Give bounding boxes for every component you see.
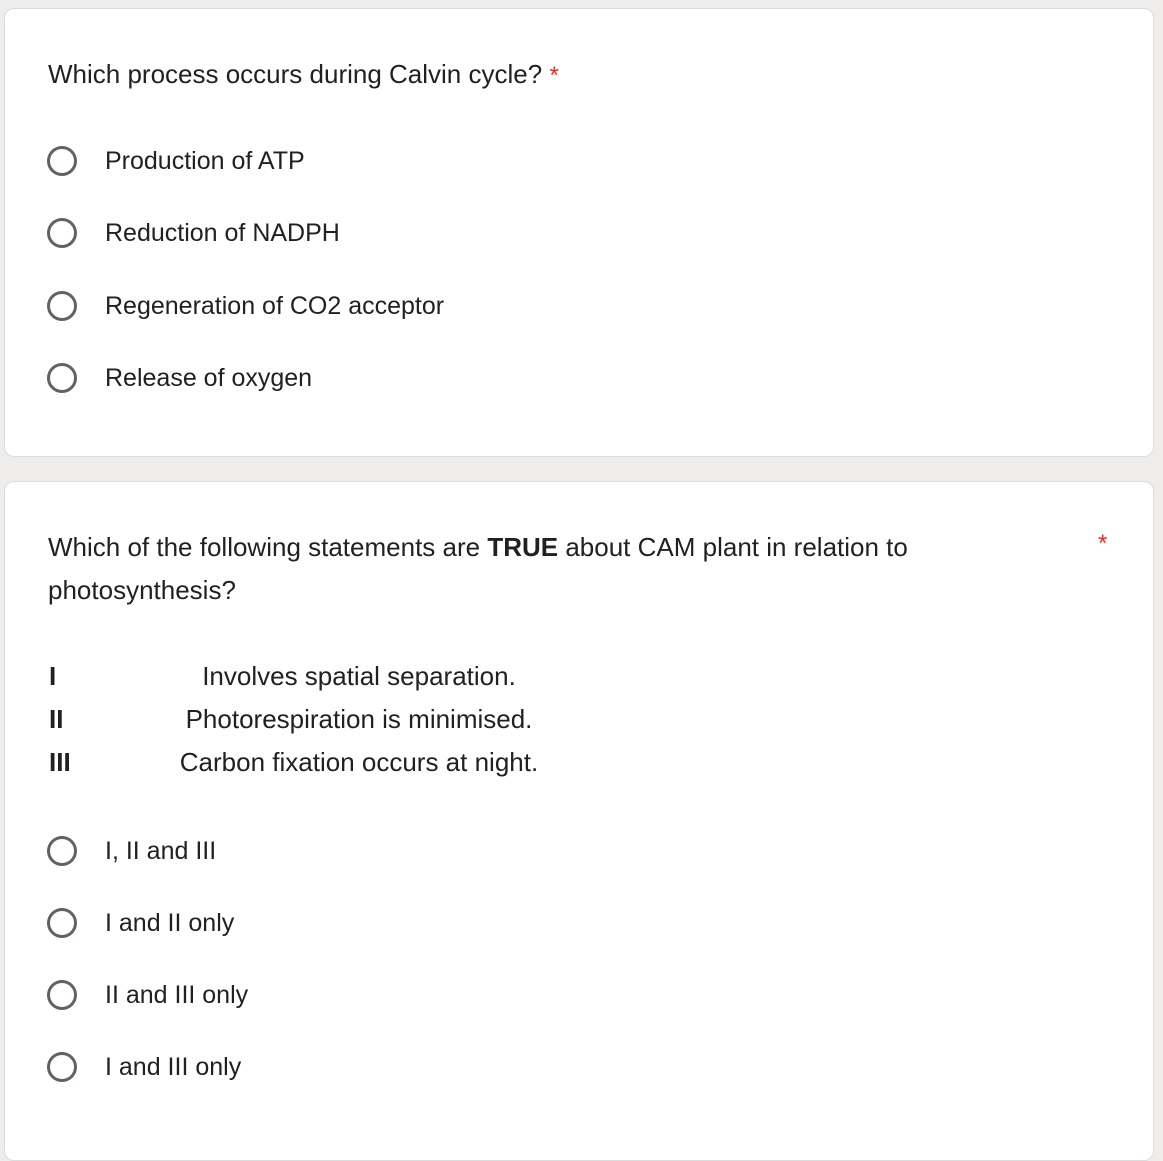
option-label: Production of ATP [105, 146, 305, 175]
statement-text: Photorespiration is minimised. [185, 704, 533, 734]
radio-option[interactable] [47, 903, 234, 943]
option-label: Reduction of NADPH [105, 218, 340, 247]
radio-option[interactable] [47, 141, 305, 181]
statement-row [49, 660, 609, 692]
question-card-cam-plant [4, 481, 1154, 1161]
statement-number: II [49, 704, 64, 734]
question-text-emphasis: TRUE [487, 532, 559, 562]
radio-option[interactable] [47, 213, 340, 253]
option-label: II and III only [105, 980, 249, 1009]
question-card-calvin-cycle [4, 8, 1154, 457]
radio-button-icon[interactable] [47, 980, 77, 1010]
question-text-start: Which of the following statements are [48, 532, 488, 562]
option-label: I, II and III [105, 836, 217, 865]
option-label: I and III only [105, 1052, 242, 1081]
required-asterisk: * [1098, 530, 1108, 557]
radio-button-icon[interactable] [47, 146, 77, 176]
option-label: Release of oxygen [105, 363, 313, 392]
question-title [48, 526, 1048, 612]
question-text: Which process occurs during Calvin cycle? [48, 59, 543, 89]
option-label: I and II only [105, 908, 235, 937]
radio-option[interactable] [47, 975, 248, 1015]
radio-button-icon[interactable] [47, 218, 77, 248]
question-text-end: about CAM plant in relation to photosynthesis? [48, 532, 908, 605]
radio-button-icon[interactable] [47, 908, 77, 938]
statement-number: I [49, 661, 57, 691]
question-title [48, 53, 559, 97]
statement-number: III [49, 747, 71, 777]
required-asterisk: * [549, 62, 559, 89]
statement-row [49, 746, 609, 778]
radio-button-icon[interactable] [47, 363, 77, 393]
radio-option[interactable] [47, 1047, 241, 1087]
radio-button-icon[interactable] [47, 291, 77, 321]
option-label: Regeneration of CO2 acceptor [105, 291, 445, 320]
statement-row [49, 703, 609, 735]
radio-button-icon[interactable] [47, 1052, 77, 1082]
statement-text: Carbon fixation occurs at night. [179, 747, 539, 777]
radio-button-icon[interactable] [47, 836, 77, 866]
radio-option[interactable] [47, 358, 312, 398]
radio-option[interactable] [47, 286, 444, 326]
radio-option[interactable] [47, 831, 216, 871]
statement-text: Involves spatial separation. [202, 661, 516, 691]
